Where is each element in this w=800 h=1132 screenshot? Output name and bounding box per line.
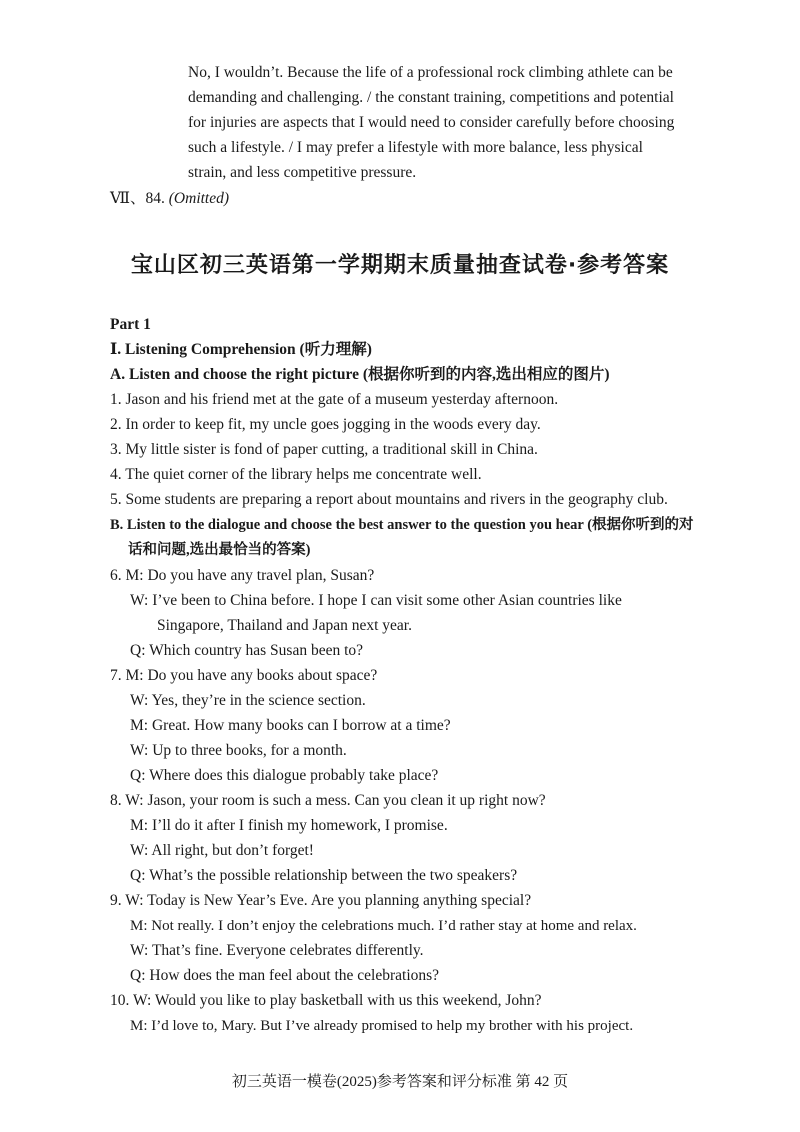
a-item-1: 1. Jason and his friend met at the gate of a museum yesterday afternoon. [110, 391, 559, 408]
dialogue-7-line-5: Q: Where does this dialogue probably take place? [130, 767, 439, 784]
dialogue-7-line-3: M: Great. How many books can I borrow at a time? [130, 717, 451, 734]
dialogue-8-line-1: 8. W: Jason, your room is such a mess. Can you clean it up right now? [110, 792, 546, 809]
page-title: 宝山区初三英语第一学期期末质量抽查试卷·参考答案 [130, 253, 670, 278]
item-84 [110, 187, 229, 211]
item-84-text: (Omitted) [168, 190, 230, 207]
intro-line-2: demanding and challenging. / the constant training, competitions and potential [188, 89, 674, 106]
dialogue-8-line-2: M: I’ll do it after I finish my homework, I promise. [130, 817, 448, 834]
page-footer: 初三英语一模卷(2025)参考答案和评分标准 第 42 页 [231, 1074, 569, 1090]
section-a-heading: A. Listen and choose the right picture (根据你听到的内容,选出相应的图片) [110, 366, 610, 383]
intro-line-5: strain, and less competitive pressure. [188, 164, 417, 181]
dialogue-10-line-2: M: I’d love to, Mary. But I’ve already promised to help my brother with his project. [130, 1018, 634, 1034]
intro-line-4: such a lifestyle. / I may prefer a lifestyle with more balance, less physical [188, 139, 643, 156]
dialogue-9-line-2: M: Not really. I don’t enjoy the celebrations much. I’d rather stay at home and relax. [130, 918, 637, 934]
dialogue-6-line-4: Q: Which country has Susan been to? [130, 642, 364, 659]
section-b-heading-2: 话和问题,选出最恰当的答案) [128, 542, 311, 558]
part-heading: Part 1 [110, 316, 151, 333]
dialogue-9-line-1: 9. W: Today is New Year’s Eve. Are you planning anything special? [110, 892, 532, 909]
dialogue-6-line-2: W: I’ve been to China before. I hope I can visit some other Asian countries like [130, 592, 622, 609]
dialogue-7-line-1: 7. M: Do you have any books about space? [110, 667, 378, 684]
a-item-4: 4. The quiet corner of the library helps me concentrate well. [110, 466, 482, 483]
item-84-number: Ⅶ、84. [110, 190, 165, 207]
dialogue-9-line-3: W: That’s fine. Everyone celebrates differently. [130, 942, 424, 959]
dialogue-7-line-2: W: Yes, they’re in the science section. [130, 692, 366, 709]
dialogue-6-line-1: 6. M: Do you have any travel plan, Susan? [110, 567, 375, 584]
section-b-heading-1: B. Listen to the dialogue and choose the best answer to the question you hear (根据你听到的对 [110, 517, 694, 533]
dialogue-6-line-3: Singapore, Thailand and Japan next year. [157, 617, 412, 634]
dialogue-8-line-4: Q: What’s the possible relationship between the two speakers? [130, 867, 518, 884]
dialogue-8-line-3: W: All right, but don’t forget! [130, 842, 314, 859]
a-item-2: 2. In order to keep fit, my uncle goes jogging in the woods every day. [110, 416, 541, 433]
dialogue-7-line-4: W: Up to three books, for a month. [130, 742, 347, 759]
dialogue-10-line-1: 10. W: Would you like to play basketball with us this weekend, John? [110, 992, 542, 1009]
intro-line-1: No, I wouldn’t. Because the life of a professional rock climbing athlete can be [188, 64, 673, 81]
a-item-3: 3. My little sister is fond of paper cutting, a traditional skill in China. [110, 441, 538, 458]
a-item-5: 5. Some students are preparing a report about mountains and rivers in the geography club. [110, 491, 668, 508]
section-i-heading: Ⅰ. Listening Comprehension (听力理解) [110, 341, 372, 358]
dialogue-9-line-4: Q: How does the man feel about the celebrations? [130, 967, 440, 984]
intro-line-3: for injuries are aspects that I would need to consider carefully before choosing [188, 114, 675, 131]
